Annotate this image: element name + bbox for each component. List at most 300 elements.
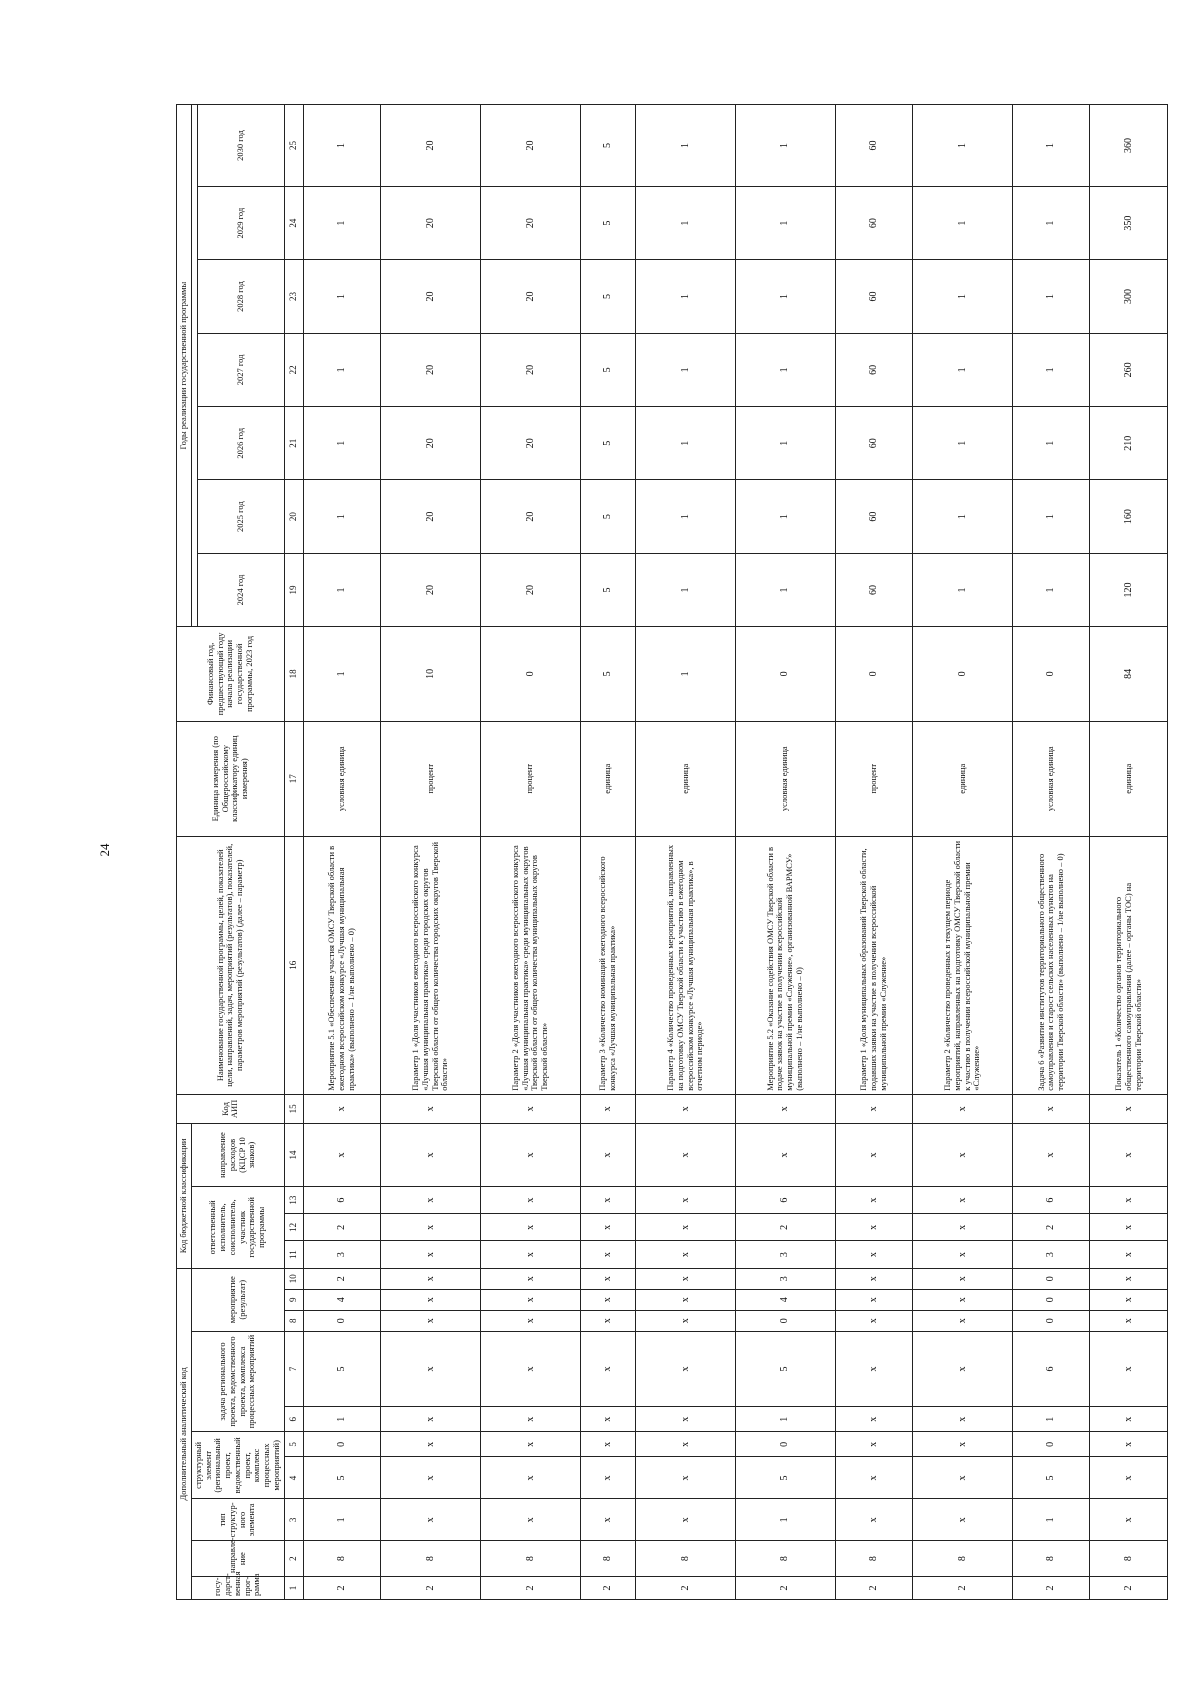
code-cell: х	[1090, 1268, 1168, 1289]
code-cell: х	[480, 1331, 580, 1406]
code-cell: х	[835, 1310, 913, 1331]
year-value: 60	[835, 407, 913, 480]
code-cell: х	[381, 1186, 481, 1213]
column-number: 5	[284, 1432, 303, 1457]
name-cell: Параметр 2 «Количество проведенных в текущем периоде мероприятий, направленных на подготовку ОМСУ Тверской области к участию в получении всероссийской муниципальной премии «Служение»	[913, 836, 1013, 1094]
code-cell: 3	[303, 1241, 381, 1268]
year-value: 1	[735, 333, 835, 406]
code-cell: х	[381, 1094, 481, 1123]
column-number: 24	[284, 186, 303, 259]
year-value: 1	[735, 186, 835, 259]
name-cell: Мероприятие 5.2 «Оказание содействия ОМСУ Тверской области в подаче заявок на участие в получении всероссийской муниципальной премии «Служение», организованной ВАРМСУ» (выполнено – 1/не выполнено – 0)	[735, 836, 835, 1094]
year-value: 1	[735, 407, 835, 480]
header-executor: ответственный исполнитель, соисполнитель, участник государственной программы	[191, 1186, 284, 1268]
code-cell: х	[480, 1241, 580, 1268]
header-years-group: Годы реализации государственной программы	[177, 105, 192, 627]
code-cell: х	[835, 1432, 913, 1457]
code-cell: х	[1090, 1499, 1168, 1541]
column-number: 8	[284, 1310, 303, 1331]
column-number: 12	[284, 1214, 303, 1241]
code-cell: х	[1012, 1124, 1090, 1187]
table-row	[835, 105, 913, 1600]
year-value: 1	[913, 480, 1013, 553]
code-cell: х	[636, 1289, 736, 1310]
code-cell: х	[636, 1186, 736, 1213]
code-cell: 5	[1012, 1457, 1090, 1499]
year-value: 1	[1012, 480, 1090, 553]
year-value: 1	[303, 105, 381, 187]
column-number: 23	[284, 260, 303, 333]
code-cell: 8	[1012, 1541, 1090, 1577]
code-cell: х	[913, 1432, 1013, 1457]
code-cell: х	[913, 1331, 1013, 1406]
code-cell: х	[303, 1094, 381, 1123]
code-cell: х	[580, 1289, 636, 1310]
year-value: 5	[580, 553, 636, 626]
column-number: 11	[284, 1241, 303, 1268]
code-cell: 2	[735, 1576, 835, 1599]
year-value: 1	[303, 260, 381, 333]
code-cell: х	[580, 1268, 636, 1289]
code-cell: 0	[735, 1432, 835, 1457]
code-cell: х	[913, 1241, 1013, 1268]
base-year-value: 1	[303, 627, 381, 721]
year-value: 60	[835, 186, 913, 259]
year-value: 5	[580, 333, 636, 406]
column-number: 16	[284, 836, 303, 1094]
code-cell: х	[636, 1499, 736, 1541]
code-cell: 4	[303, 1289, 381, 1310]
year-value: 1	[636, 186, 736, 259]
year-value: 260	[1090, 333, 1168, 406]
code-cell: 8	[580, 1541, 636, 1577]
name-cell: Параметр 3 «Количество номинаций ежегодного всероссийского конкурса «Лучшая муниципальная практика»	[580, 836, 636, 1094]
code-cell: х	[381, 1289, 481, 1310]
code-cell: 8	[1090, 1541, 1168, 1577]
year-value: 1	[913, 186, 1013, 259]
code-cell: 3	[735, 1268, 835, 1289]
name-cell: Параметр 4 «Количество проведенных мероприятий, направленных на подготовку ОМСУ Тверской области к участию в ежегодном всероссийском конкурсе «Лучшая муниципальная практика», в отчетном периоде»	[636, 836, 736, 1094]
year-value: 120	[1090, 553, 1168, 626]
code-cell: х	[381, 1241, 481, 1268]
code-cell: х	[580, 1432, 636, 1457]
code-cell: х	[580, 1407, 636, 1432]
year-value: 1	[1012, 553, 1090, 626]
code-cell: х	[381, 1457, 481, 1499]
code-cell: 2	[303, 1576, 381, 1599]
base-year-value: 0	[1012, 627, 1090, 721]
name-cell: Параметр 1 «Доля муниципальных образований Тверской области, подавших заявки на участие в получении всероссийской муниципальной премии «Служение»	[835, 836, 913, 1094]
name-cell: Показатель 1 «Количество органов территориального общественного самоуправления (далее – органы ТОС) на территории Тверской области»	[1090, 836, 1168, 1094]
code-cell: 2	[580, 1576, 636, 1599]
header-aip: Код АИП	[177, 1094, 285, 1123]
code-cell: 8	[913, 1541, 1013, 1577]
code-cell: х	[480, 1457, 580, 1499]
year-value: 5	[580, 407, 636, 480]
table-row	[735, 105, 835, 1600]
code-cell: х	[580, 1094, 636, 1123]
code-cell: 2	[636, 1576, 736, 1599]
year-value: 360	[1090, 105, 1168, 187]
base-year-value: 0	[735, 627, 835, 721]
year-value: 60	[835, 260, 913, 333]
year-value: 20	[480, 480, 580, 553]
header-year: 2029 год	[197, 186, 284, 259]
header-name: Наименование государственной программы, целей, показателей цели, направлений, задач, мероприятий (результатов), показателей, параметров мероприятий (результатов) (далее – параметр)	[177, 836, 285, 1094]
column-number: 3	[284, 1499, 303, 1541]
code-cell: 2	[1090, 1576, 1168, 1599]
code-cell: 2	[913, 1576, 1013, 1599]
code-cell: х	[381, 1432, 481, 1457]
code-cell: х	[913, 1407, 1013, 1432]
code-cell: х	[303, 1124, 381, 1187]
code-cell: х	[580, 1241, 636, 1268]
code-cell: х	[913, 1310, 1013, 1331]
column-number: 14	[284, 1124, 303, 1187]
code-cell: х	[636, 1268, 736, 1289]
code-cell: х	[480, 1289, 580, 1310]
code-cell: х	[1090, 1407, 1168, 1432]
code-cell: 8	[480, 1541, 580, 1577]
table-row	[1090, 105, 1168, 1600]
code-cell: 8	[735, 1541, 835, 1577]
code-cell: х	[913, 1457, 1013, 1499]
code-cell: 8	[636, 1541, 736, 1577]
code-cell: 6	[1012, 1186, 1090, 1213]
code-cell: х	[636, 1094, 736, 1123]
code-cell: х	[913, 1214, 1013, 1241]
code-cell: х	[1090, 1124, 1168, 1187]
code-cell: 1	[303, 1407, 381, 1432]
year-value: 20	[381, 553, 481, 626]
code-cell: 0	[1012, 1289, 1090, 1310]
year-value: 1	[913, 553, 1013, 626]
code-cell: 6	[303, 1186, 381, 1213]
code-cell: 2	[735, 1214, 835, 1241]
code-cell: х	[636, 1432, 736, 1457]
code-cell: х	[913, 1499, 1013, 1541]
header-direction: направле-ние	[191, 1541, 284, 1577]
year-value: 20	[381, 407, 481, 480]
header-year: 2024 год	[197, 553, 284, 626]
code-cell: 5	[735, 1457, 835, 1499]
name-cell: Параметр 2 «Доля участников ежегодного всероссийского конкурса «Лучшая муниципальная практика» среди муниципальных округов Тверской области от общего количества муниципальных округов Тверской области»	[480, 836, 580, 1094]
year-value: 1	[636, 407, 736, 480]
unit-cell: процент	[381, 721, 481, 836]
code-cell: 0	[735, 1310, 835, 1331]
code-cell: х	[580, 1331, 636, 1406]
code-cell: х	[1012, 1094, 1090, 1123]
code-cell: 2	[480, 1576, 580, 1599]
code-cell: 2	[303, 1268, 381, 1289]
code-cell: х	[480, 1268, 580, 1289]
code-cell: 2	[303, 1214, 381, 1241]
header-analytic-code: Дополнительный аналитический код	[177, 1268, 192, 1599]
code-cell: х	[636, 1457, 736, 1499]
header-unit: Единица измерения (по Общероссийскому классификатору единиц измерения)	[177, 721, 285, 836]
year-value: 60	[835, 553, 913, 626]
code-cell: х	[381, 1124, 481, 1187]
header-year: 2025 год	[197, 480, 284, 553]
year-value: 1	[303, 480, 381, 553]
code-cell: х	[835, 1241, 913, 1268]
code-cell: х	[835, 1457, 913, 1499]
code-cell: 6	[1012, 1331, 1090, 1406]
year-value: 1	[636, 260, 736, 333]
year-value: 20	[381, 105, 481, 187]
code-cell: х	[913, 1289, 1013, 1310]
code-cell: х	[480, 1214, 580, 1241]
year-value: 5	[580, 186, 636, 259]
year-value: 5	[580, 480, 636, 553]
code-cell: х	[580, 1186, 636, 1213]
table-row	[381, 105, 481, 1600]
code-cell: х	[835, 1186, 913, 1213]
code-cell: х	[735, 1094, 835, 1123]
year-value: 1	[735, 553, 835, 626]
unit-cell: единица	[636, 721, 736, 836]
code-cell: х	[735, 1124, 835, 1187]
name-cell: Задача 6 «Развитие институтов территориального общественного самоуправления и старост сельских населенных пунктов на территории Тверской области» (выполнено – 1/не выполнено – 0)	[1012, 836, 1090, 1094]
table-row	[580, 105, 636, 1600]
code-cell: х	[381, 1499, 481, 1541]
column-number: 13	[284, 1186, 303, 1213]
code-cell: х	[835, 1268, 913, 1289]
code-cell: 0	[303, 1310, 381, 1331]
year-value: 20	[480, 407, 580, 480]
code-cell: х	[636, 1310, 736, 1331]
base-year-value: 10	[381, 627, 481, 721]
code-cell: 1	[303, 1499, 381, 1541]
code-cell: 0	[1012, 1432, 1090, 1457]
header-year: 2028 год	[197, 260, 284, 333]
code-cell: х	[913, 1186, 1013, 1213]
column-number: 10	[284, 1268, 303, 1289]
code-cell: х	[1090, 1241, 1168, 1268]
year-value: 20	[480, 260, 580, 333]
unit-cell: процент	[835, 721, 913, 836]
unit-cell: единица	[580, 721, 636, 836]
year-value: 1	[913, 333, 1013, 406]
program-indicators-table	[176, 104, 1168, 1600]
year-value: 60	[835, 105, 913, 187]
header-struct-element: структурный элемент (региональный проект, ведомственный проект, комплекс процессных мероприятий)	[191, 1432, 284, 1499]
year-value: 5	[580, 260, 636, 333]
rotated-table-wrapper	[176, 104, 1143, 1600]
code-cell: х	[381, 1407, 481, 1432]
code-cell: 4	[735, 1289, 835, 1310]
code-cell: 2	[1012, 1576, 1090, 1599]
header-year: 2030 год	[197, 105, 284, 187]
column-number: 6	[284, 1407, 303, 1432]
base-year-value: 0	[835, 627, 913, 721]
code-cell: х	[580, 1499, 636, 1541]
header-program: госу-дарст-венная прог-рамма	[191, 1576, 284, 1599]
year-value: 60	[835, 480, 913, 553]
base-year-value: 0	[913, 627, 1013, 721]
page-number: 24	[97, 843, 112, 857]
code-cell: 8	[303, 1541, 381, 1577]
year-value: 1	[636, 480, 736, 553]
code-cell: 8	[835, 1541, 913, 1577]
code-cell: х	[381, 1310, 481, 1331]
year-value: 160	[1090, 480, 1168, 553]
year-value: 20	[381, 480, 481, 553]
column-number: 19	[284, 553, 303, 626]
header-task: задача регионального проекта, ведомственного проекта, комплекса процессных мероприятий	[191, 1331, 284, 1432]
code-cell: х	[1090, 1331, 1168, 1406]
year-value: 350	[1090, 186, 1168, 259]
unit-cell: процент	[480, 721, 580, 836]
year-value: 1	[913, 105, 1013, 187]
code-cell: 0	[303, 1432, 381, 1457]
code-cell: х	[913, 1268, 1013, 1289]
code-cell: 2	[1012, 1214, 1090, 1241]
header-year: 2026 год	[197, 407, 284, 480]
year-value: 1	[735, 260, 835, 333]
code-cell: 1	[1012, 1407, 1090, 1432]
column-number: 22	[284, 333, 303, 406]
code-cell: 6	[735, 1186, 835, 1213]
column-number: 7	[284, 1331, 303, 1406]
table-stage	[176, 104, 1143, 1600]
code-cell: х	[636, 1331, 736, 1406]
header-expense: направление расходов (КЦСР 10 знаков)	[191, 1124, 284, 1187]
code-cell: х	[835, 1407, 913, 1432]
column-number: 20	[284, 480, 303, 553]
column-number: 1	[284, 1576, 303, 1599]
table-row	[636, 105, 736, 1600]
year-value: 1	[735, 105, 835, 187]
year-value: 1	[303, 407, 381, 480]
year-value: 1	[913, 407, 1013, 480]
code-cell: х	[1090, 1310, 1168, 1331]
column-number: 15	[284, 1094, 303, 1123]
code-cell: 2	[835, 1576, 913, 1599]
base-year-value: 0	[480, 627, 580, 721]
column-number: 4	[284, 1457, 303, 1499]
code-cell: 5	[303, 1331, 381, 1406]
code-cell: х	[1090, 1094, 1168, 1123]
code-cell: х	[835, 1289, 913, 1310]
code-cell: 1	[735, 1499, 835, 1541]
code-cell: х	[480, 1407, 580, 1432]
code-cell: 3	[735, 1241, 835, 1268]
year-value: 1	[636, 333, 736, 406]
code-cell: х	[636, 1124, 736, 1187]
unit-cell: единица	[913, 721, 1013, 836]
code-cell: х	[480, 1432, 580, 1457]
table-row	[1012, 105, 1090, 1600]
code-cell: х	[835, 1331, 913, 1406]
table-row	[303, 105, 381, 1600]
column-number-row	[284, 105, 303, 1600]
year-value: 5	[580, 105, 636, 187]
code-cell: х	[636, 1407, 736, 1432]
code-cell: х	[480, 1499, 580, 1541]
year-value: 300	[1090, 260, 1168, 333]
code-cell: 8	[381, 1541, 481, 1577]
code-cell: х	[835, 1499, 913, 1541]
code-cell: х	[381, 1268, 481, 1289]
code-cell: 3	[1012, 1241, 1090, 1268]
year-value: 1	[1012, 333, 1090, 406]
code-cell: 0	[1012, 1310, 1090, 1331]
year-value: 20	[480, 553, 580, 626]
code-cell: 1	[1012, 1499, 1090, 1541]
code-cell: х	[381, 1214, 481, 1241]
code-cell: х	[1090, 1432, 1168, 1457]
header-budget-code: Код бюджетной классификации	[177, 1124, 192, 1269]
code-cell: 5	[735, 1331, 835, 1406]
code-cell: х	[580, 1214, 636, 1241]
table-row	[480, 105, 580, 1600]
base-year-value: 5	[580, 627, 636, 721]
column-number: 21	[284, 407, 303, 480]
header-year: 2027 год	[197, 333, 284, 406]
year-value: 1	[1012, 260, 1090, 333]
name-cell: Мероприятие 5.1 «Обеспечение участия ОМСУ Тверской области в ежегодном всероссийском конкурсе «Лучшая муниципальная практика» (выполнено – 1/не выполнено – 0)	[303, 836, 381, 1094]
code-cell: х	[580, 1124, 636, 1187]
year-value: 1	[913, 260, 1013, 333]
year-value: 20	[381, 186, 481, 259]
column-number: 18	[284, 627, 303, 721]
year-value: 210	[1090, 407, 1168, 480]
code-cell: х	[480, 1186, 580, 1213]
name-cell: Параметр 1 «Доля участников ежегодного всероссийского конкурса «Лучшая муниципальная практика» среди городских округов Тверской области от общего количества городских округов Тверской области»	[381, 836, 481, 1094]
code-cell: х	[1090, 1457, 1168, 1499]
code-cell: х	[913, 1094, 1013, 1123]
code-cell: х	[835, 1124, 913, 1187]
year-value: 1	[636, 105, 736, 187]
base-year-value: 84	[1090, 627, 1168, 721]
code-cell: х	[913, 1124, 1013, 1187]
code-cell: х	[580, 1310, 636, 1331]
year-value: 20	[381, 260, 481, 333]
code-cell: х	[1090, 1214, 1168, 1241]
year-value: 20	[480, 105, 580, 187]
column-number: 25	[284, 105, 303, 187]
code-cell: 2	[381, 1576, 481, 1599]
column-number: 9	[284, 1289, 303, 1310]
year-value: 20	[381, 333, 481, 406]
base-year-value: 1	[636, 627, 736, 721]
code-cell: х	[1090, 1289, 1168, 1310]
code-cell: х	[835, 1214, 913, 1241]
year-value: 1	[1012, 186, 1090, 259]
header-base-year: Финансовый год, предшествующий году начала реализации государственной программы, 2023 год	[177, 627, 285, 721]
unit-cell: условная единица	[735, 721, 835, 836]
year-value: 1	[735, 480, 835, 553]
code-cell: х	[636, 1214, 736, 1241]
year-value: 1	[303, 186, 381, 259]
year-value: 60	[835, 333, 913, 406]
code-cell: х	[480, 1094, 580, 1123]
year-value: 1	[636, 553, 736, 626]
year-value: 1	[303, 553, 381, 626]
year-value: 1	[1012, 407, 1090, 480]
code-cell: х	[381, 1331, 481, 1406]
header-event: мероприятие (результат)	[191, 1268, 284, 1331]
code-cell: х	[636, 1241, 736, 1268]
code-cell: 5	[303, 1457, 381, 1499]
header-struct-type: тип структур-ного элемента	[191, 1499, 284, 1541]
unit-cell: условная единица	[1012, 721, 1090, 836]
code-cell: х	[580, 1457, 636, 1499]
year-value: 20	[480, 333, 580, 406]
code-cell: х	[835, 1094, 913, 1123]
code-cell: 0	[1012, 1268, 1090, 1289]
